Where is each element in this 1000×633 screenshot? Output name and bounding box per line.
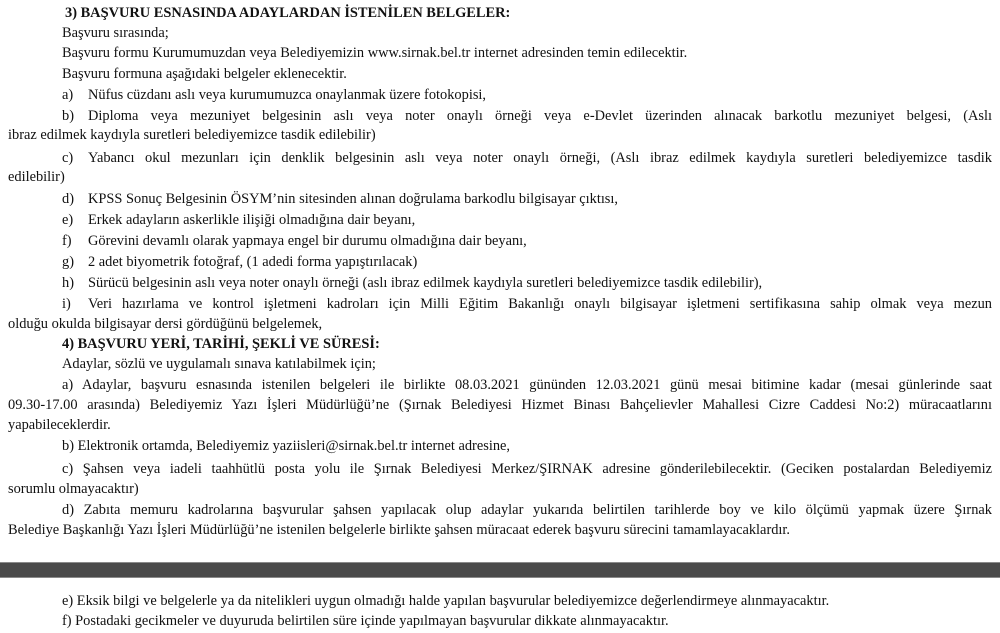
section-4-f: f) Postadaki gecikmeler ve duyuruda belirtilen süre içinde yapılmayan başvurular dikkate alınmayacaktır. bbox=[62, 613, 669, 629]
item-a-text: Nüfus cüzdanı aslı veya kurumumuzca onaylanmak üzere fotokopisi, bbox=[88, 87, 487, 103]
section-4-e: e) Eksik bilgi ve belgelerle ya da nitelikleri uygun olmadığı halde yapılan başvurular belediyemizce değerlendirmeye alınmayacaktır. bbox=[62, 593, 830, 609]
item-i-continuation: olduğu okulda bilgisayar dersi gördüğünü belgelemek, bbox=[8, 316, 323, 332]
item-b-continuation: ibraz edilmek kaydıyla suretleri belediyemizce tasdik edilebilir) bbox=[8, 127, 376, 143]
item-h-text: Sürücü belgesinin aslı veya noter onaylı örneği (aslı ibraz edilmek kaydıyla suretleri belediyemizce tasdik edilebilir), bbox=[88, 275, 763, 291]
item-d-text: KPSS Sonuç Belgesinin ÖSYM’nin sitesinden alınan doğrulama barkodlu bilgisayar çıktısı, bbox=[88, 191, 619, 207]
item-i-text: Veri hazırlama ve kontrol işletmeni kadroları için Milli Eğitim Bakanlığı onaylı bilgisayar işletmeni sertifikasına sahip olmak veya mezun bbox=[88, 296, 992, 312]
section-4-heading: 4) BAŞVURU YERİ, TARİHİ, ŞEKLİ VE SÜRESİ: bbox=[62, 336, 380, 352]
item-c-text: Yabancı okul mezunları için denklik belgesinin aslı veya noter onaylı örneği, (Aslı ibraz edilmek kaydıyla suretleri belediyemizce tasdik bbox=[88, 150, 992, 166]
section-4-c-line-1: c) Şahsen veya iadeli taahhütlü posta yolu ile Şırnak Belediyesi Merkez/ŞIRNAK adresine gönderilebilecektir. (Geciken postalardan Belediyemiz bbox=[62, 461, 992, 477]
item-e-letter: e) bbox=[62, 212, 74, 228]
section-3-intro-3: Başvuru formuna aşağıdaki belgeler eklenecektir. bbox=[62, 66, 347, 82]
item-f-text: Görevini devamlı olarak yapmaya engel bir durumu olmadığına dair beyanı, bbox=[88, 233, 527, 249]
section-4-d-line-2: Belediye Başkanlığı Yazı İşleri Müdürlüğü’ne istenilen belgelerle birlikte şahsen müracaat ederek başvuru sürecini tamamlayacaklardır. bbox=[8, 522, 791, 538]
section-3-intro-1: Başvuru sırasında; bbox=[62, 25, 169, 41]
item-c-letter: c) bbox=[62, 150, 74, 166]
item-d-letter: d) bbox=[62, 191, 74, 207]
section-4-c-line-2: sorumlu olmayacaktır) bbox=[8, 481, 139, 497]
section-4-a-line-2: 09.30-17.00 arasında) Belediyemiz Yazı İşleri Müdürlüğü’ne (Şırnak Belediyesi Hizmet Binası Bahçelievler Mahallesi Cizre Caddesi No:2) müracaatlarını bbox=[8, 397, 992, 413]
section-4-b: b) Elektronik ortamda, Belediyemiz yaziisleri@sirnak.bel.tr internet adresine, bbox=[62, 438, 511, 454]
section-3-intro-2: Başvuru formu Kurumumuzdan veya Belediyemizin www.sirnak.bel.tr internet adresinden temin edilecektir. bbox=[62, 45, 688, 61]
item-a-letter: a) bbox=[62, 87, 74, 103]
section-3-heading: 3) BAŞVURU ESNASINDA ADAYLARDAN İSTENİLEN BELGELER: bbox=[65, 5, 511, 21]
item-g-letter: g) bbox=[62, 254, 74, 270]
item-c-continuation: edilebilir) bbox=[8, 169, 65, 185]
item-b-text: Diploma veya mezuniyet belgesinin aslı veya noter onaylı örneği veya e-Devlet üzerinden alınacak barkotlu mezuniyet belgesi, (Aslı bbox=[88, 108, 992, 124]
section-4-intro: Adaylar, sözlü ve uygulamalı sınava katılabilmek için; bbox=[62, 356, 376, 372]
item-e-text: Erkek adayların askerlikle ilişiği olmadığına dair beyanı, bbox=[88, 212, 416, 228]
item-f-letter: f) bbox=[62, 233, 72, 249]
item-i-letter: i) bbox=[62, 296, 71, 312]
section-4-d-line-1: d) Zabıta memuru kadrolarına başvurular şahsen yapılacak olup adaylar yukarıda belirtilen tarihlerde boy ve kilo ölçümü yapmak üzere Şırnak bbox=[62, 502, 992, 518]
item-g-text: 2 adet biyometrik fotoğraf, (1 adedi forma yapıştırılacak) bbox=[88, 254, 418, 270]
item-b-letter: b) bbox=[62, 108, 74, 124]
section-4-a-line-1: a) Adaylar, başvuru esnasında istenilen belgeleri ile birlikte 08.03.2021 gününden 12.03.2021 günü mesai bitimine kadar (mesai günlerinde saat bbox=[62, 377, 992, 393]
section-4-a-line-3: yapabileceklerdir. bbox=[8, 417, 111, 433]
item-h-letter: h) bbox=[62, 275, 74, 291]
page-break-band bbox=[0, 562, 1000, 578]
